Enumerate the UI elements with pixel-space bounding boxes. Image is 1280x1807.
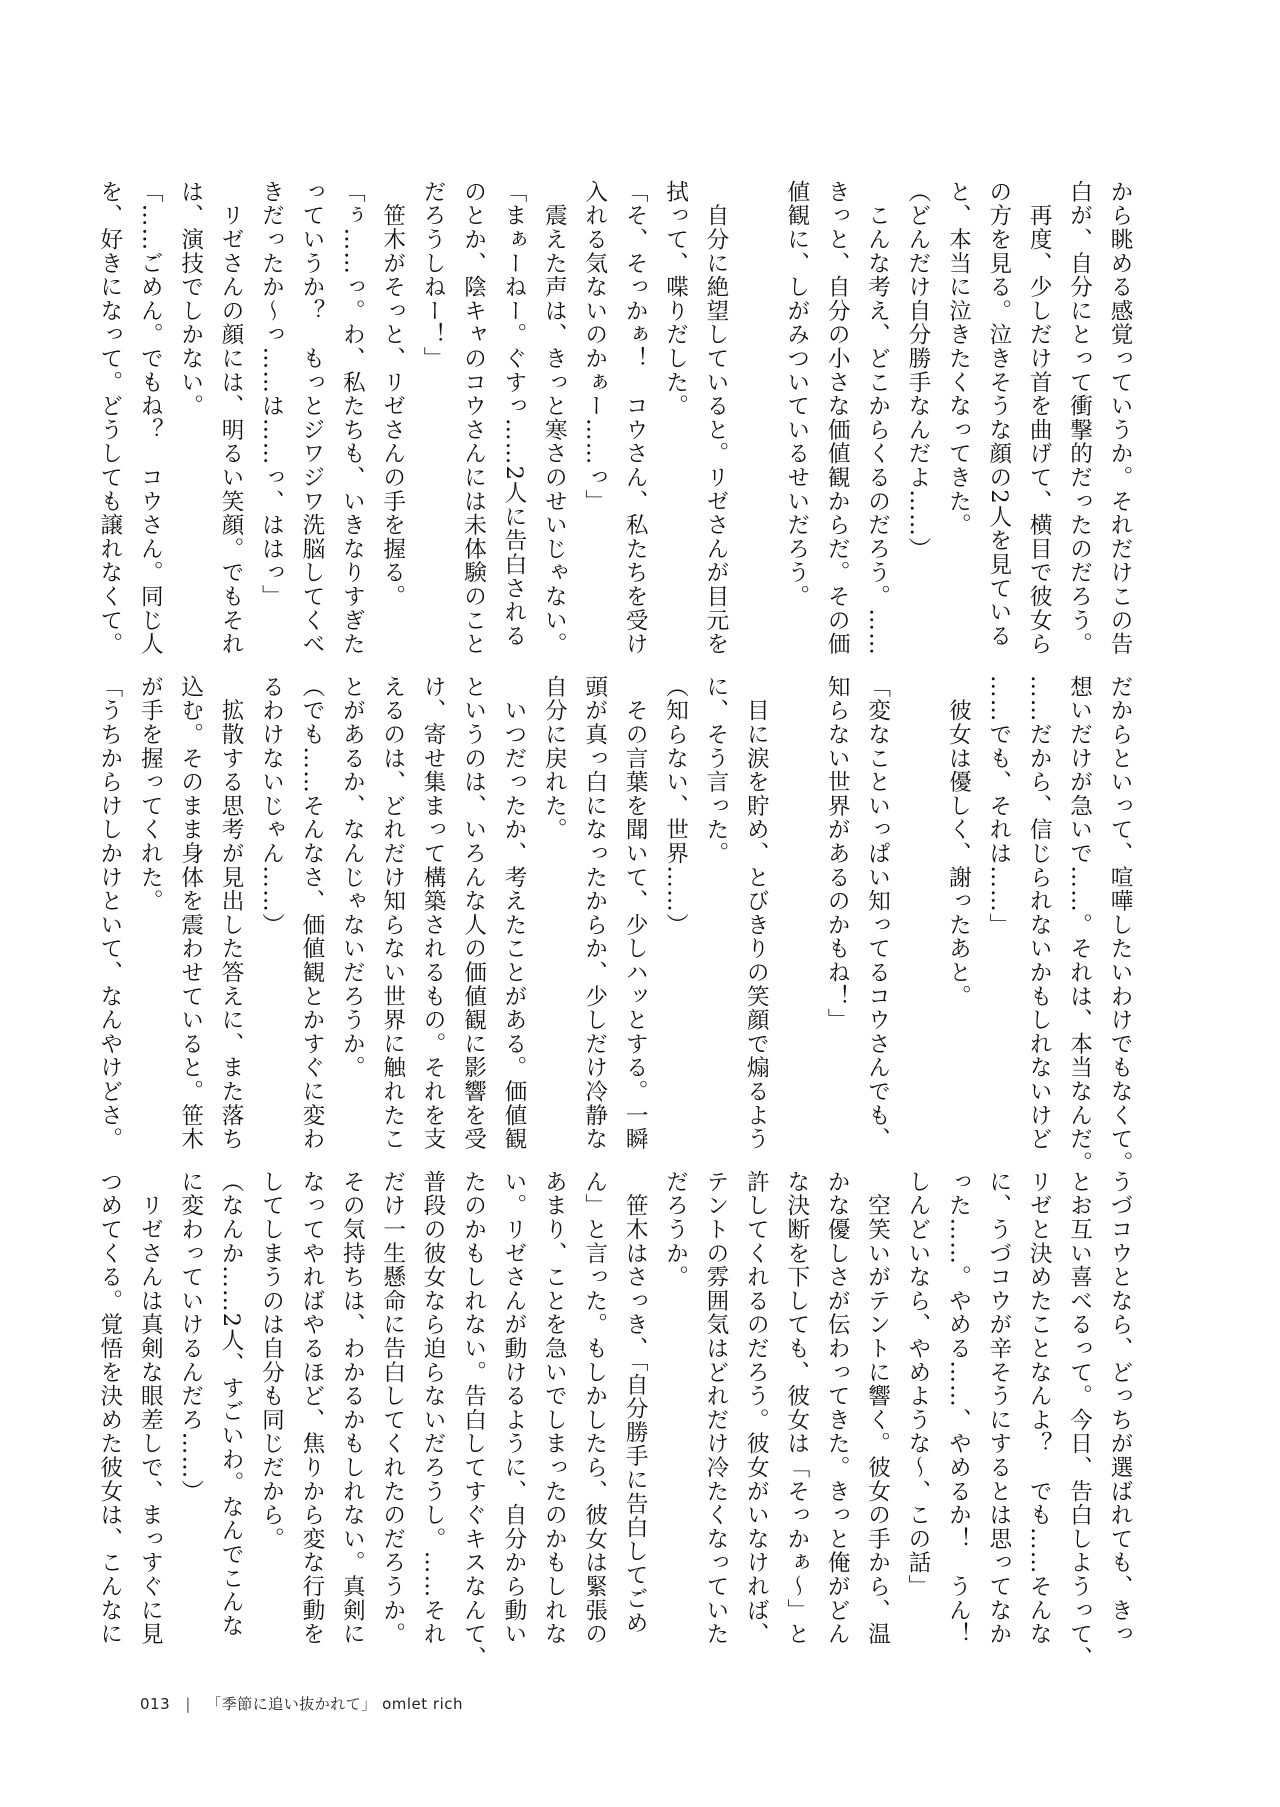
text-line: とお互い喜べるって。今日、告白しようって、 (1066, 1170, 1093, 1670)
text-line: 再度、少しだけ首を曲げて、横目で彼女ら (1026, 180, 1053, 656)
text-line: ……だから、信じられないかもしれないけど (1026, 675, 1053, 1151)
text-line: 知らない世界があるのかもね！」 (824, 675, 851, 1032)
text-tier-top (96, 180, 1140, 656)
text-line: （どんだけ自分勝手なんだよ……） (904, 180, 931, 561)
text-line: 笹木はさっき、「自分勝手に告白してごめ (622, 1170, 649, 1635)
text-line: 想いだけが急いで……。それは、本当なんだ。 (1066, 675, 1093, 1175)
text-line: 拭って、喋りだした。 (662, 180, 689, 418)
text-line: い。リゼさんが動けるように、自分から動い (500, 1170, 527, 1646)
text-line: 込む。そのまま身体を震わせていると。笹木 (177, 675, 204, 1151)
text-line (898, 675, 938, 1130)
text-tier-middle (96, 675, 1140, 1175)
text-line: なってやればやるほど、焦りから変な行動を (298, 1170, 325, 1646)
text-line: っていうか？ もっとジワジワ洗脳してくべ (298, 180, 325, 656)
text-line: リゼと決めたことなんよ？ でも……そんな (1026, 1170, 1053, 1646)
text-line: 笹木がそっと、リゼさんの手を握る。 (379, 180, 406, 609)
text-line: の方を見る。泣きそうな顔の2人を見ている (985, 180, 1012, 648)
text-line: 震えた声は、きっと寒さのせいじゃない。 (541, 180, 568, 656)
text-line: だろうか。 (662, 1170, 689, 1289)
text-line: 普段の彼女なら迫らないだろうし。……それ (420, 1170, 447, 1646)
book-title: 「季節に追い抜かれて」 (206, 1695, 377, 1713)
text-line: かな優しさが伝わってきた。きっと俺がどん (824, 1170, 851, 1646)
text-line: その言葉を聞いて、少しハッとする。一瞬 (622, 675, 649, 1151)
text-line: たのかもしれない。告白してすぐキスなんて、 (460, 1170, 487, 1670)
text-line: ……でも、それは……」 (985, 675, 1012, 937)
text-line: きだったか～っ……は……っ、ははっ」 (258, 180, 285, 609)
text-line: 「まぁーねー。ぐすっ……2人に告白される (500, 180, 527, 648)
text-line: あまり、ことを急いでしまったのかもしれな (541, 1170, 568, 1646)
text-line: 空笑いがテントに響く。彼女の手から、温 (864, 1170, 891, 1646)
text-line: 目に涙を貯め、とびきりの笑顔で煽るよう (743, 675, 770, 1151)
text-line: 拡散する思考が見出した答えに、また落ち (218, 675, 245, 1151)
text-line: だろうしねー！」 (420, 180, 447, 371)
text-line: 「変なこといっぱい知ってるコウさんでも、 (864, 675, 891, 1151)
page-footer (140, 1693, 463, 1714)
text-line: から眺める感覚っていうか。それだけこの告 (1107, 180, 1133, 656)
text-line: 彼女は優しく、謝ったあと。 (945, 675, 972, 1009)
text-line: るわけないじゃん……） (258, 675, 285, 937)
text-line: 「そ、そっかぁ！ コウさん、私たちを受け (622, 180, 649, 656)
text-line: だけ一生懸命に告白してくれたのだろうか。 (379, 1170, 406, 1646)
text-line: 値観に、しがみついているせいだろう。 (783, 180, 810, 609)
text-line: 「ぅ……っ。わ、私たちも、いきなりすぎた (339, 180, 366, 656)
text-line: 自分に戻れた。 (541, 675, 568, 842)
text-line: しんどいなら、やめような～、この話」 (904, 1170, 931, 1599)
text-line (776, 675, 816, 1130)
text-line: け、寄せ集まって構築されるもの。それを支 (420, 675, 447, 1151)
text-line: に、そう言った。 (702, 675, 729, 866)
text-line: のとか、陰キャのコウさんには未体験のこと (460, 180, 487, 656)
text-line: してしまうのは自分も同じだから。 (258, 1170, 285, 1551)
text-line: （なんか……2人、すごいわ。なんでこんな (218, 1170, 245, 1638)
text-line: とがあるか、なんじゃないだろうか。 (339, 675, 366, 1080)
text-line: と、本当に泣きたくなってきた。 (945, 180, 972, 537)
text-line: は、演技でしかない。 (177, 180, 204, 418)
text-line: テントの雰囲気はどれだけ冷たくなっていた (702, 1170, 729, 1646)
text-line: こんな考え、どこからくるのだろう。…… (864, 180, 891, 656)
text-line: に変わっていけるんだろ……） (177, 1170, 204, 1504)
footer-separator: | (185, 1695, 191, 1713)
text-line: （でも……そんなさ、価値観とかすぐに変わ (298, 675, 325, 1151)
text-line: （知らない、世界……） (662, 675, 689, 937)
text-line: きっと、自分の小さな価値観からだ。その価 (824, 180, 851, 656)
text-line: ん」と言った。もしかしたら、彼女は緊張の (581, 1170, 608, 1646)
text-line: った……。やめる……、やめるか！ うん！ (945, 1170, 972, 1646)
text-line (736, 180, 776, 635)
text-line: えるのは、どれだけ知らない世界に触れたこ (379, 675, 406, 1151)
text-line: 「……ごめん。でもね？ コウさん。同じ人 (137, 180, 164, 656)
text-line: リゼさんは真剣な眼差しで、まっすぐに見 (137, 1170, 164, 1646)
text-line: 「うちからけしかけといて、なんやけどさ。 (96, 675, 123, 1151)
author-name: omlet rich (382, 1695, 463, 1713)
text-line: な決断を下しても、彼女は「そっかぁ～」と (783, 1170, 810, 1646)
text-line: リゼさんの顔には、明るい笑顔。でもそれ (218, 180, 245, 656)
text-tier-bottom (96, 1170, 1140, 1670)
text-line: うづコウとなら、どっちが選ばれても、きっ (1107, 1170, 1133, 1646)
text-line: だからといって、喧嘩したいわけでもなくて。 (1107, 675, 1133, 1175)
text-line: に、うづコウが辛そうにするとは思ってなか (985, 1170, 1012, 1646)
text-line: 白が、自分にとって衝撃的だったのだろう。 (1066, 180, 1093, 656)
text-line: いつだったか、考えたことがある。価値観 (500, 675, 527, 1151)
page-number: 013 (140, 1695, 171, 1713)
text-line: 自分に絶望していると。リゼさんが目元を (702, 180, 729, 656)
text-line: つめてくる。覚悟を決めた彼女は、こんなに (96, 1170, 123, 1646)
text-line: というのは、いろんな人の価値観に影響を受 (460, 675, 487, 1151)
text-line: 許してくれるのだろう。彼女がいなければ、 (743, 1170, 770, 1646)
text-line: その気持ちは、わかるかもしれない。真剣に (339, 1170, 366, 1646)
text-line: 頭が真っ白になったからか、少しだけ冷静な (581, 675, 608, 1151)
text-line: 入れる気ないのかぁー……っ」 (581, 180, 608, 514)
text-line: を、好きになって。どうしても譲れなくて。 (96, 180, 123, 656)
text-line: が手を握ってくれた。 (137, 675, 164, 913)
